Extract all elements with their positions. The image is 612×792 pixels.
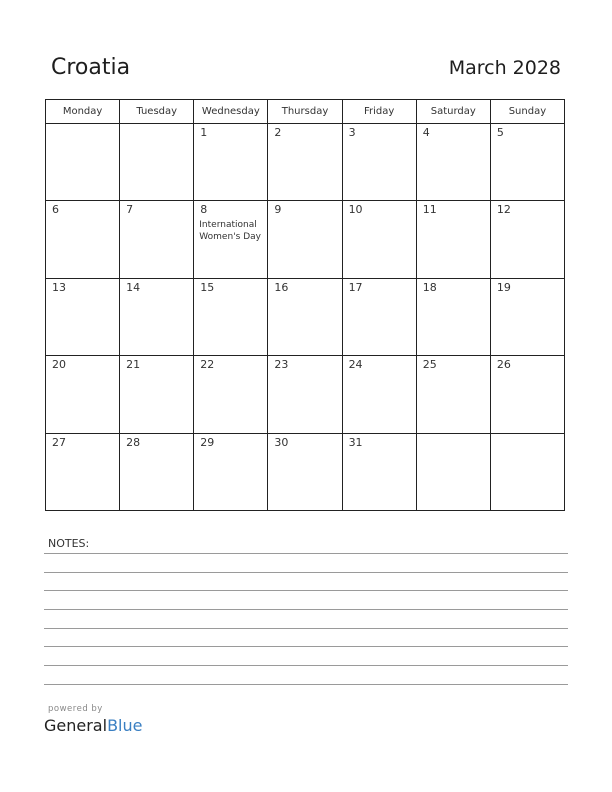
day-number: 29 [200, 435, 215, 449]
day-number: 19 [496, 280, 511, 294]
day-cell [194, 356, 268, 433]
day-cell [120, 356, 194, 433]
day-cell [490, 356, 564, 433]
day-cell [416, 124, 490, 201]
notes-line [44, 665, 568, 666]
day-cell [46, 356, 120, 433]
day-cell [416, 278, 490, 355]
day-cell [416, 433, 490, 510]
day-cell [268, 124, 342, 201]
weekday-header: Sunday [490, 100, 564, 124]
day-cell [342, 356, 416, 433]
powered-by-text: powered by [48, 704, 103, 714]
day-cell [194, 278, 268, 355]
calendar-grid [45, 99, 565, 511]
day-cell [490, 201, 564, 278]
day-number: 4 [422, 126, 430, 139]
day-cell [268, 278, 342, 355]
notes-label: NOTES: [48, 537, 90, 550]
day-cell [342, 433, 416, 510]
day-number: 14 [126, 280, 141, 294]
week-row [46, 356, 565, 433]
day-cell [120, 278, 194, 355]
weekday-header: Thursday [268, 100, 342, 124]
weekday-header: Friday [342, 100, 416, 124]
day-cell [342, 278, 416, 355]
day-number: 20 [52, 358, 66, 372]
day-cell [268, 433, 342, 510]
week-row [46, 201, 565, 278]
day-cell [342, 201, 416, 278]
day-cell [490, 278, 564, 355]
day-number: 15 [200, 280, 215, 294]
day-number: 17 [348, 280, 363, 294]
day-cell [120, 433, 194, 510]
holiday-label: International Women's Day [199, 220, 261, 243]
day-cell [46, 124, 120, 201]
notes-line [44, 553, 568, 554]
day-number: 24 [348, 358, 363, 372]
month-title: March 2028 [448, 57, 561, 79]
brand-blue: Blue [107, 716, 143, 735]
day-cell [416, 201, 490, 278]
day-number: 3 [348, 126, 356, 139]
day-cell [46, 433, 120, 510]
day-cell [46, 201, 120, 278]
notes-line [44, 590, 568, 591]
day-cell [342, 124, 416, 201]
day-number: 11 [422, 203, 437, 217]
day-number: 10 [348, 203, 363, 217]
day-cell [46, 278, 120, 355]
day-number: 30 [274, 435, 289, 449]
weekday-header: Tuesday [120, 100, 194, 124]
day-cell [194, 201, 268, 278]
day-cell [120, 124, 194, 201]
day-number: 27 [52, 435, 66, 449]
day-cell [194, 433, 268, 510]
day-number: 9 [274, 203, 282, 217]
week-row [46, 124, 565, 201]
day-number: 2 [274, 126, 282, 139]
day-number: 5 [496, 126, 504, 139]
weekday-header-row [46, 100, 565, 124]
notes-line [44, 646, 568, 647]
day-cell [416, 356, 490, 433]
day-number: 13 [52, 280, 66, 294]
day-number: 18 [422, 280, 437, 294]
day-number: 26 [496, 358, 511, 372]
weekday-header: Wednesday [194, 100, 268, 124]
day-number: 7 [126, 203, 134, 217]
week-row [46, 278, 565, 355]
day-number: 22 [200, 358, 215, 372]
day-cell [194, 124, 268, 201]
day-cell [268, 201, 342, 278]
day-number: 28 [126, 435, 141, 449]
day-number: 1 [200, 126, 208, 139]
notes-line [44, 572, 568, 573]
day-number: 25 [422, 358, 437, 372]
notes-line [44, 684, 568, 685]
weekday-header: Saturday [416, 100, 490, 124]
day-cell [490, 433, 564, 510]
country-title: Croatia [51, 55, 131, 80]
notes-line [44, 609, 568, 610]
week-row [46, 433, 565, 510]
day-cell [120, 201, 194, 278]
day-cell [268, 356, 342, 433]
brand-general: General [44, 716, 108, 735]
day-cell [490, 124, 564, 201]
day-number: 21 [126, 358, 141, 372]
notes-line [44, 628, 568, 629]
day-number: 8 [200, 203, 208, 217]
brand-logo [44, 716, 142, 735]
day-number: 16 [274, 280, 289, 294]
weekday-header: Monday [46, 100, 120, 124]
day-number: 31 [348, 435, 363, 449]
day-number: 12 [496, 203, 511, 217]
day-number: 6 [52, 203, 59, 217]
day-number: 23 [274, 358, 289, 372]
